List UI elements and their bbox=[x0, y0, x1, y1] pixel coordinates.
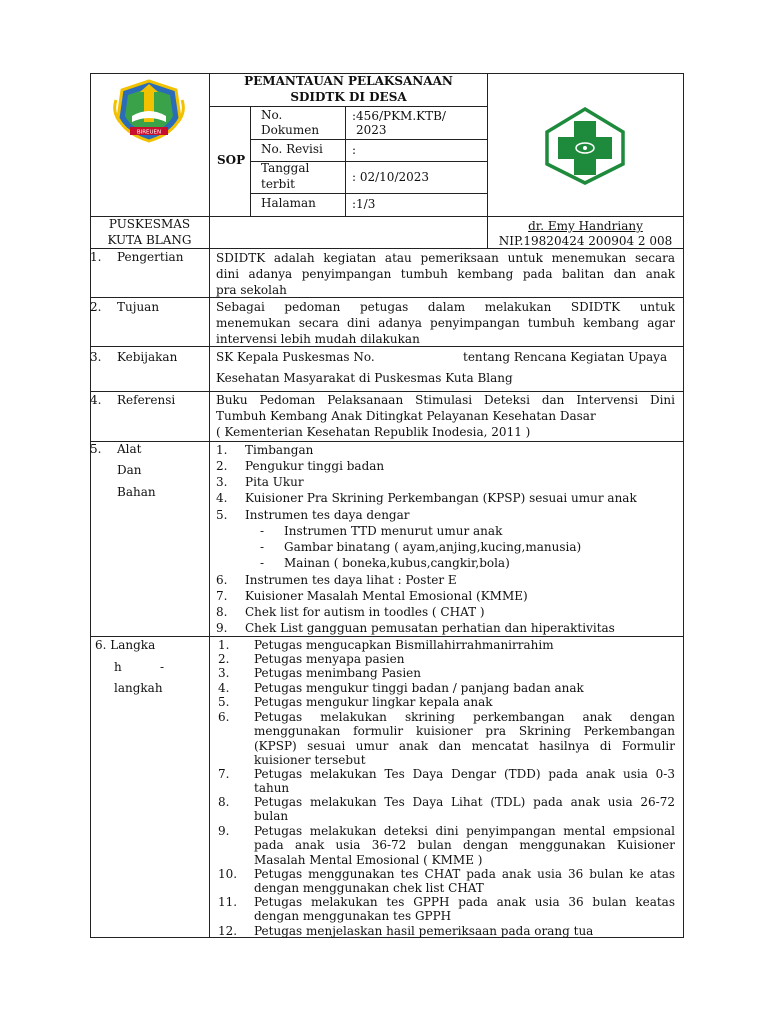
text-line: menemukan secara dini adanya penyimpangan tumbuh kembang agar bbox=[216, 316, 675, 330]
section-label-langkah-1: 6. Langka bbox=[95, 638, 156, 652]
section-num: 3. bbox=[90, 350, 102, 364]
section-num: 2. bbox=[90, 300, 102, 314]
header-col-line-1 bbox=[209, 73, 210, 938]
step-line: kuisioner tersebut bbox=[254, 752, 366, 767]
alat-item-text: Mainan ( boneka,kubus,cangkir,bola) bbox=[284, 556, 510, 570]
kebijakan-line2: Kesehatan Masyarakat di Puskesmas Kuta Blang bbox=[216, 371, 513, 385]
alat-item-text: Pengukur tinggi badan bbox=[245, 459, 385, 473]
section-num: 1. bbox=[90, 250, 102, 264]
step-number: 4. bbox=[218, 681, 230, 695]
section-num: 4. bbox=[90, 393, 102, 407]
alat-item-text: Gambar binatang ( ayam,anjing,kucing,manusia) bbox=[284, 540, 582, 554]
step-number: 1. bbox=[218, 638, 230, 652]
org-name-line2: KUTA BLANG bbox=[107, 233, 192, 247]
section-label-alat: Alat bbox=[117, 442, 142, 456]
header-row-line-4 bbox=[250, 193, 488, 194]
section-text-tujuan bbox=[216, 299, 675, 347]
step-text bbox=[254, 924, 675, 938]
section-label-langkah-2a: h bbox=[114, 660, 122, 674]
step-line: bulan bbox=[254, 809, 289, 824]
kebijakan-line1-right: tentang Rencana Kegiatan Upaya bbox=[463, 350, 668, 364]
step-line: dengan menggunakan chek list CHAT bbox=[254, 881, 484, 896]
bireuen-emblem-icon bbox=[110, 78, 188, 144]
alat-item-number: 7. bbox=[216, 589, 228, 603]
text-line: pra sekolah bbox=[216, 283, 287, 297]
date-label-1: Tanggal bbox=[261, 161, 310, 175]
date-label-2: terbit bbox=[261, 177, 296, 191]
text-line: dini adanya penyimpangan tumbuh kembang pada balitan dan anak bbox=[216, 267, 675, 281]
date-value: : 02/10/2023 bbox=[352, 170, 430, 184]
section-label-referensi: Referensi bbox=[117, 393, 176, 407]
signer-nip: NIP.19820424 200904 2 008 bbox=[498, 234, 673, 248]
step-line: Petugas melakukan Tes Daya Lihat (TDL) pada anak usia 26-72 bbox=[254, 795, 675, 809]
step-line: Petugas melakukan deteksi dini penyimpangan mental empsional bbox=[254, 824, 675, 838]
alat-item-number: 2. bbox=[216, 459, 228, 473]
kebijakan-line1-left: SK Kepala Puskesmas No. bbox=[216, 350, 375, 364]
step-text bbox=[254, 867, 675, 896]
step-text bbox=[254, 895, 675, 924]
alat-item-number: 3. bbox=[216, 475, 228, 489]
step-line: dengan menggunakan tes GPPH bbox=[254, 909, 452, 924]
step-text bbox=[254, 638, 675, 652]
section-label-bahan: Bahan bbox=[117, 485, 156, 499]
text-line: Buku Pedoman Pelaksanaan Stimulasi Deteksi dan Intervensi Dini bbox=[216, 393, 675, 407]
alat-item-number: 5. bbox=[216, 508, 228, 522]
doc-no-label-1: No. bbox=[261, 108, 283, 122]
section-label-tujuan: Tujuan bbox=[117, 300, 160, 314]
puskesmas-cross-icon bbox=[542, 106, 628, 186]
alat-item-text: Kuisioner Masalah Mental Emosional (KMME) bbox=[245, 589, 528, 603]
step-line: Petugas menimbang Pasien bbox=[254, 666, 421, 680]
step-line: Petugas melakukan tes GPPH pada anak usia 36 bulan keatas bbox=[254, 895, 675, 909]
alat-item-number: - bbox=[260, 540, 265, 554]
alat-item-text: Chek List gangguan pemusatan perhatian dan hiperaktivitas bbox=[245, 621, 615, 635]
step-number: 3. bbox=[218, 666, 230, 680]
step-line: Petugas menyapa pasien bbox=[254, 652, 405, 666]
step-number: 11. bbox=[218, 895, 238, 909]
alat-item-text: Chek list for autism in toodles ( CHAT ) bbox=[245, 605, 485, 619]
step-number: 9. bbox=[218, 824, 230, 838]
alat-item-number: - bbox=[260, 556, 265, 570]
step-line: Petugas menggunakan tes CHAT pada anak usia 36 bulan ke atas bbox=[254, 867, 675, 881]
doc-title-line1: PEMANTAUAN PELAKSANAAN bbox=[244, 74, 453, 88]
alat-item-number: 4. bbox=[216, 491, 228, 505]
revision-label: No. Revisi bbox=[261, 142, 323, 156]
alat-item-text: Timbangan bbox=[245, 443, 314, 457]
org-name-line1: PUSKESMAS bbox=[108, 217, 191, 231]
step-text bbox=[254, 695, 675, 709]
row-line-1 bbox=[90, 248, 684, 249]
step-line: (KPSP) sesuai umur anak dan mencatat hasilnya di Formulir bbox=[254, 738, 675, 753]
step-number: 7. bbox=[218, 767, 230, 781]
doc-no-value-2: 2023 bbox=[356, 123, 387, 137]
alat-item-text: Instrumen TTD menurut umur anak bbox=[284, 524, 503, 538]
alat-item-text: Instrumen tes daya dengar bbox=[245, 508, 410, 522]
step-text bbox=[254, 666, 675, 680]
section-label-langkah-2b: - bbox=[160, 660, 165, 674]
section-num: 5. bbox=[90, 442, 102, 456]
border-left bbox=[90, 73, 91, 938]
page-value: :1/3 bbox=[352, 197, 376, 211]
doc-no-value-1: :456/PKM.KTB/ bbox=[352, 109, 446, 123]
step-number: 10. bbox=[218, 867, 238, 881]
step-number: 5. bbox=[218, 695, 230, 709]
alat-item-text: Kuisioner Pra Skrining Perkembangan (KPSP) sesuai umur anak bbox=[245, 491, 637, 505]
step-number: 12. bbox=[218, 924, 238, 938]
step-number: 8. bbox=[218, 795, 230, 809]
step-line: Petugas menjelaskan hasil pemeriksaan pada orang tua bbox=[254, 924, 594, 938]
step-number: 2. bbox=[218, 652, 230, 666]
step-line: Masalah Mental Emosional ( KMME ) bbox=[254, 852, 483, 867]
text-line: SDIDTK adalah kegiatan atau pemeriksaan untuk menemukan secara bbox=[216, 251, 675, 265]
step-line: Petugas mengucapkan Bismillahirrahmanirrahim bbox=[254, 638, 554, 652]
step-text bbox=[254, 767, 675, 796]
alat-item-number: - bbox=[260, 524, 265, 538]
alat-item-number: 1. bbox=[216, 443, 228, 457]
step-line: Petugas melakukan skrining perkembangan anak dengan bbox=[254, 710, 675, 724]
row-line-6 bbox=[90, 636, 684, 637]
section-label-kebijakan: Kebijakan bbox=[117, 350, 178, 364]
section-text-pengertian bbox=[216, 250, 675, 298]
doc-title-line2: SDIDTK DI DESA bbox=[290, 90, 407, 104]
alat-item-text: Instrumen tes daya lihat : Poster E bbox=[245, 573, 457, 587]
section-label-langkah-3: langkah bbox=[114, 681, 163, 695]
signer-name: dr. Emy Handriany bbox=[528, 219, 643, 233]
alat-item-text: Pita Ukur bbox=[245, 475, 304, 489]
header-row-line-1 bbox=[209, 106, 488, 107]
border-right bbox=[683, 73, 684, 938]
step-text bbox=[254, 824, 675, 867]
step-line: Petugas mengukur tinggi badan / panjang badan anak bbox=[254, 681, 584, 695]
step-line: Petugas mengukur lingkar kepala anak bbox=[254, 695, 493, 709]
section-label-pengertian: Pengertian bbox=[117, 250, 184, 264]
doc-no-label-2: Dokumen bbox=[261, 123, 320, 137]
step-text bbox=[254, 710, 675, 767]
alat-item-number: 9. bbox=[216, 621, 228, 635]
alat-item-number: 6. bbox=[216, 573, 228, 587]
text-line: Sebagai pedoman petugas dalam melakukan SDIDTK untuk bbox=[216, 300, 675, 314]
header-row-line-2 bbox=[250, 139, 488, 140]
text-line: ( Kementerian Kesehatan Republik Inodesia, 2011 ) bbox=[216, 425, 531, 439]
page-label: Halaman bbox=[261, 196, 316, 210]
step-line: Petugas melakukan Tes Daya Dengar (TDD) pada anak usia 0-3 bbox=[254, 767, 675, 781]
text-line: intervensi lebih mudah dilakukan bbox=[216, 332, 420, 346]
step-line: menggunakan formulir kuisioner pra Skrining Perkembangan bbox=[254, 724, 675, 739]
step-text bbox=[254, 652, 675, 666]
section-label-dan: Dan bbox=[117, 463, 142, 477]
step-text bbox=[254, 795, 675, 824]
emblem-caption: BIREUEN bbox=[136, 129, 162, 136]
step-text bbox=[254, 681, 675, 695]
row-line-5 bbox=[90, 441, 684, 442]
revision-value: : bbox=[352, 143, 357, 157]
section-text-referensi bbox=[216, 392, 675, 440]
alat-item-number: 8. bbox=[216, 605, 228, 619]
sop-label: SOP bbox=[217, 153, 246, 167]
step-line: pada anak usia 36-72 bulan dengan menggunakan Kuisioner bbox=[254, 838, 675, 853]
text-line: Tumbuh Kembang Anak Ditingkat Pelayanan Kesehatan Dasar bbox=[216, 409, 596, 423]
step-line: tahun bbox=[254, 781, 290, 796]
step-number: 6. bbox=[218, 710, 230, 724]
